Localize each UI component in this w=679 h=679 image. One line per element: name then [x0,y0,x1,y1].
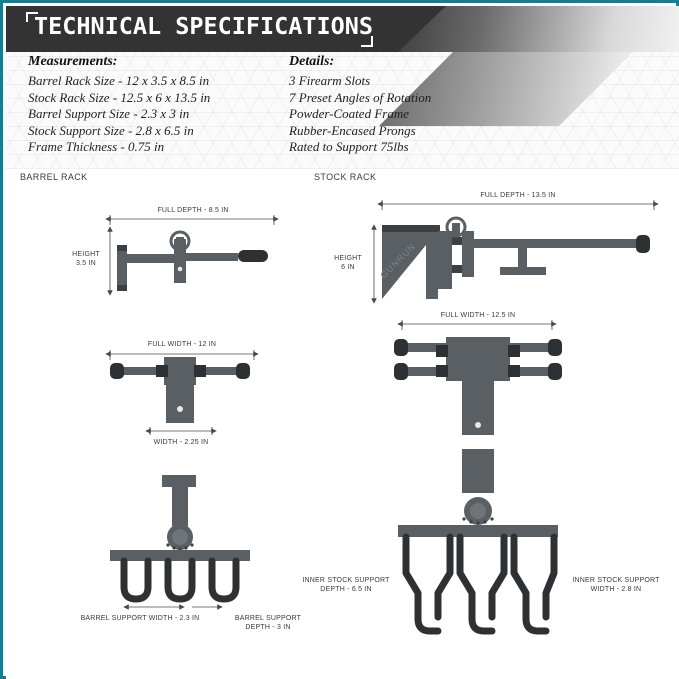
measurement-item: Barrel Rack Size - 12 x 3.5 x 8.5 in [28,73,210,88]
inner-stock-width-label-line1: INNER STOCK SUPPORT [572,577,660,584]
measurement-item: Barrel Support Size - 2.3 x 3 in [28,106,190,122]
barrel-support-depth-label-line1: BARREL SUPPORT [234,615,302,622]
detail-item: 7 Preset Angles of Rotation [289,89,432,105]
barrel-width-label: WIDTH - 2.25 IN [153,439,209,446]
page-title: TECHNICAL SPECIFICATIONS [34,14,373,40]
stock-rack-side-view [378,218,650,299]
barrel-rack-front-view [110,475,250,607]
barrel-rack-side-view [117,232,268,291]
measurements-heading: Measurements: [28,54,118,69]
barrel-height-label-line2: 3.5 IN [76,260,96,267]
stock-full-width-label: FULL WIDTH - 12.5 IN [440,312,516,319]
stock-full-depth-label: FULL DEPTH - 13.5 IN [480,192,556,199]
stock-rack-section-label: STOCK RACK [314,172,377,182]
barrel-height-label-line1: HEIGHT [72,251,100,258]
detail-item: Rated to Support 75lbs [289,139,409,155]
corner-bracket-top-left-v [26,12,28,22]
inner-stock-depth-label-line1: INNER STOCK SUPPORT [302,577,390,584]
details-heading: Details: [289,54,335,69]
measurement-item: Frame Thickness - 0.75 in [28,139,165,155]
stock-rack-top-view [394,337,562,493]
stock-height-label-line1: HEIGHT [334,255,362,262]
diagram-area [6,169,679,661]
bottom-white-strip [6,661,679,679]
measurement-item: Stock Support Size - 2.8 x 6.5 in [28,122,194,138]
measurements-column [28,54,210,156]
barrel-rack-top-view [110,357,250,423]
barrel-support-width-label: BARREL SUPPORT WIDTH - 2.3 IN [80,615,200,622]
measurement-item: Stock Rack Size - 12.5 x 6 x 13.5 in [28,89,211,105]
barrel-support-depth-label-line2: DEPTH - 3 IN [245,624,291,631]
specifications-panel [6,52,679,169]
stock-height-label-line2: 6 IN [341,264,355,271]
svg-text:GUNRUN: GUNRUN [378,241,418,281]
detail-item: 3 Firearm Slots [289,73,371,88]
detail-item: Rubber-Encased Prongs [289,122,416,138]
stock-rack-front-view [398,497,558,631]
details-column [289,54,431,156]
header-band [6,6,679,52]
barrel-rack-section-label: BARREL RACK [20,172,88,182]
barrel-full-depth-label: FULL DEPTH - 8.5 IN [157,207,229,214]
inner-stock-depth-label-line2: DEPTH - 6.5 IN [320,586,372,593]
inner-stock-width-label-line2: WIDTH - 2.8 IN [590,586,642,593]
barrel-full-width-label: FULL WIDTH - 12 IN [147,341,217,348]
detail-item: Powder-Coated Frame [289,106,409,122]
